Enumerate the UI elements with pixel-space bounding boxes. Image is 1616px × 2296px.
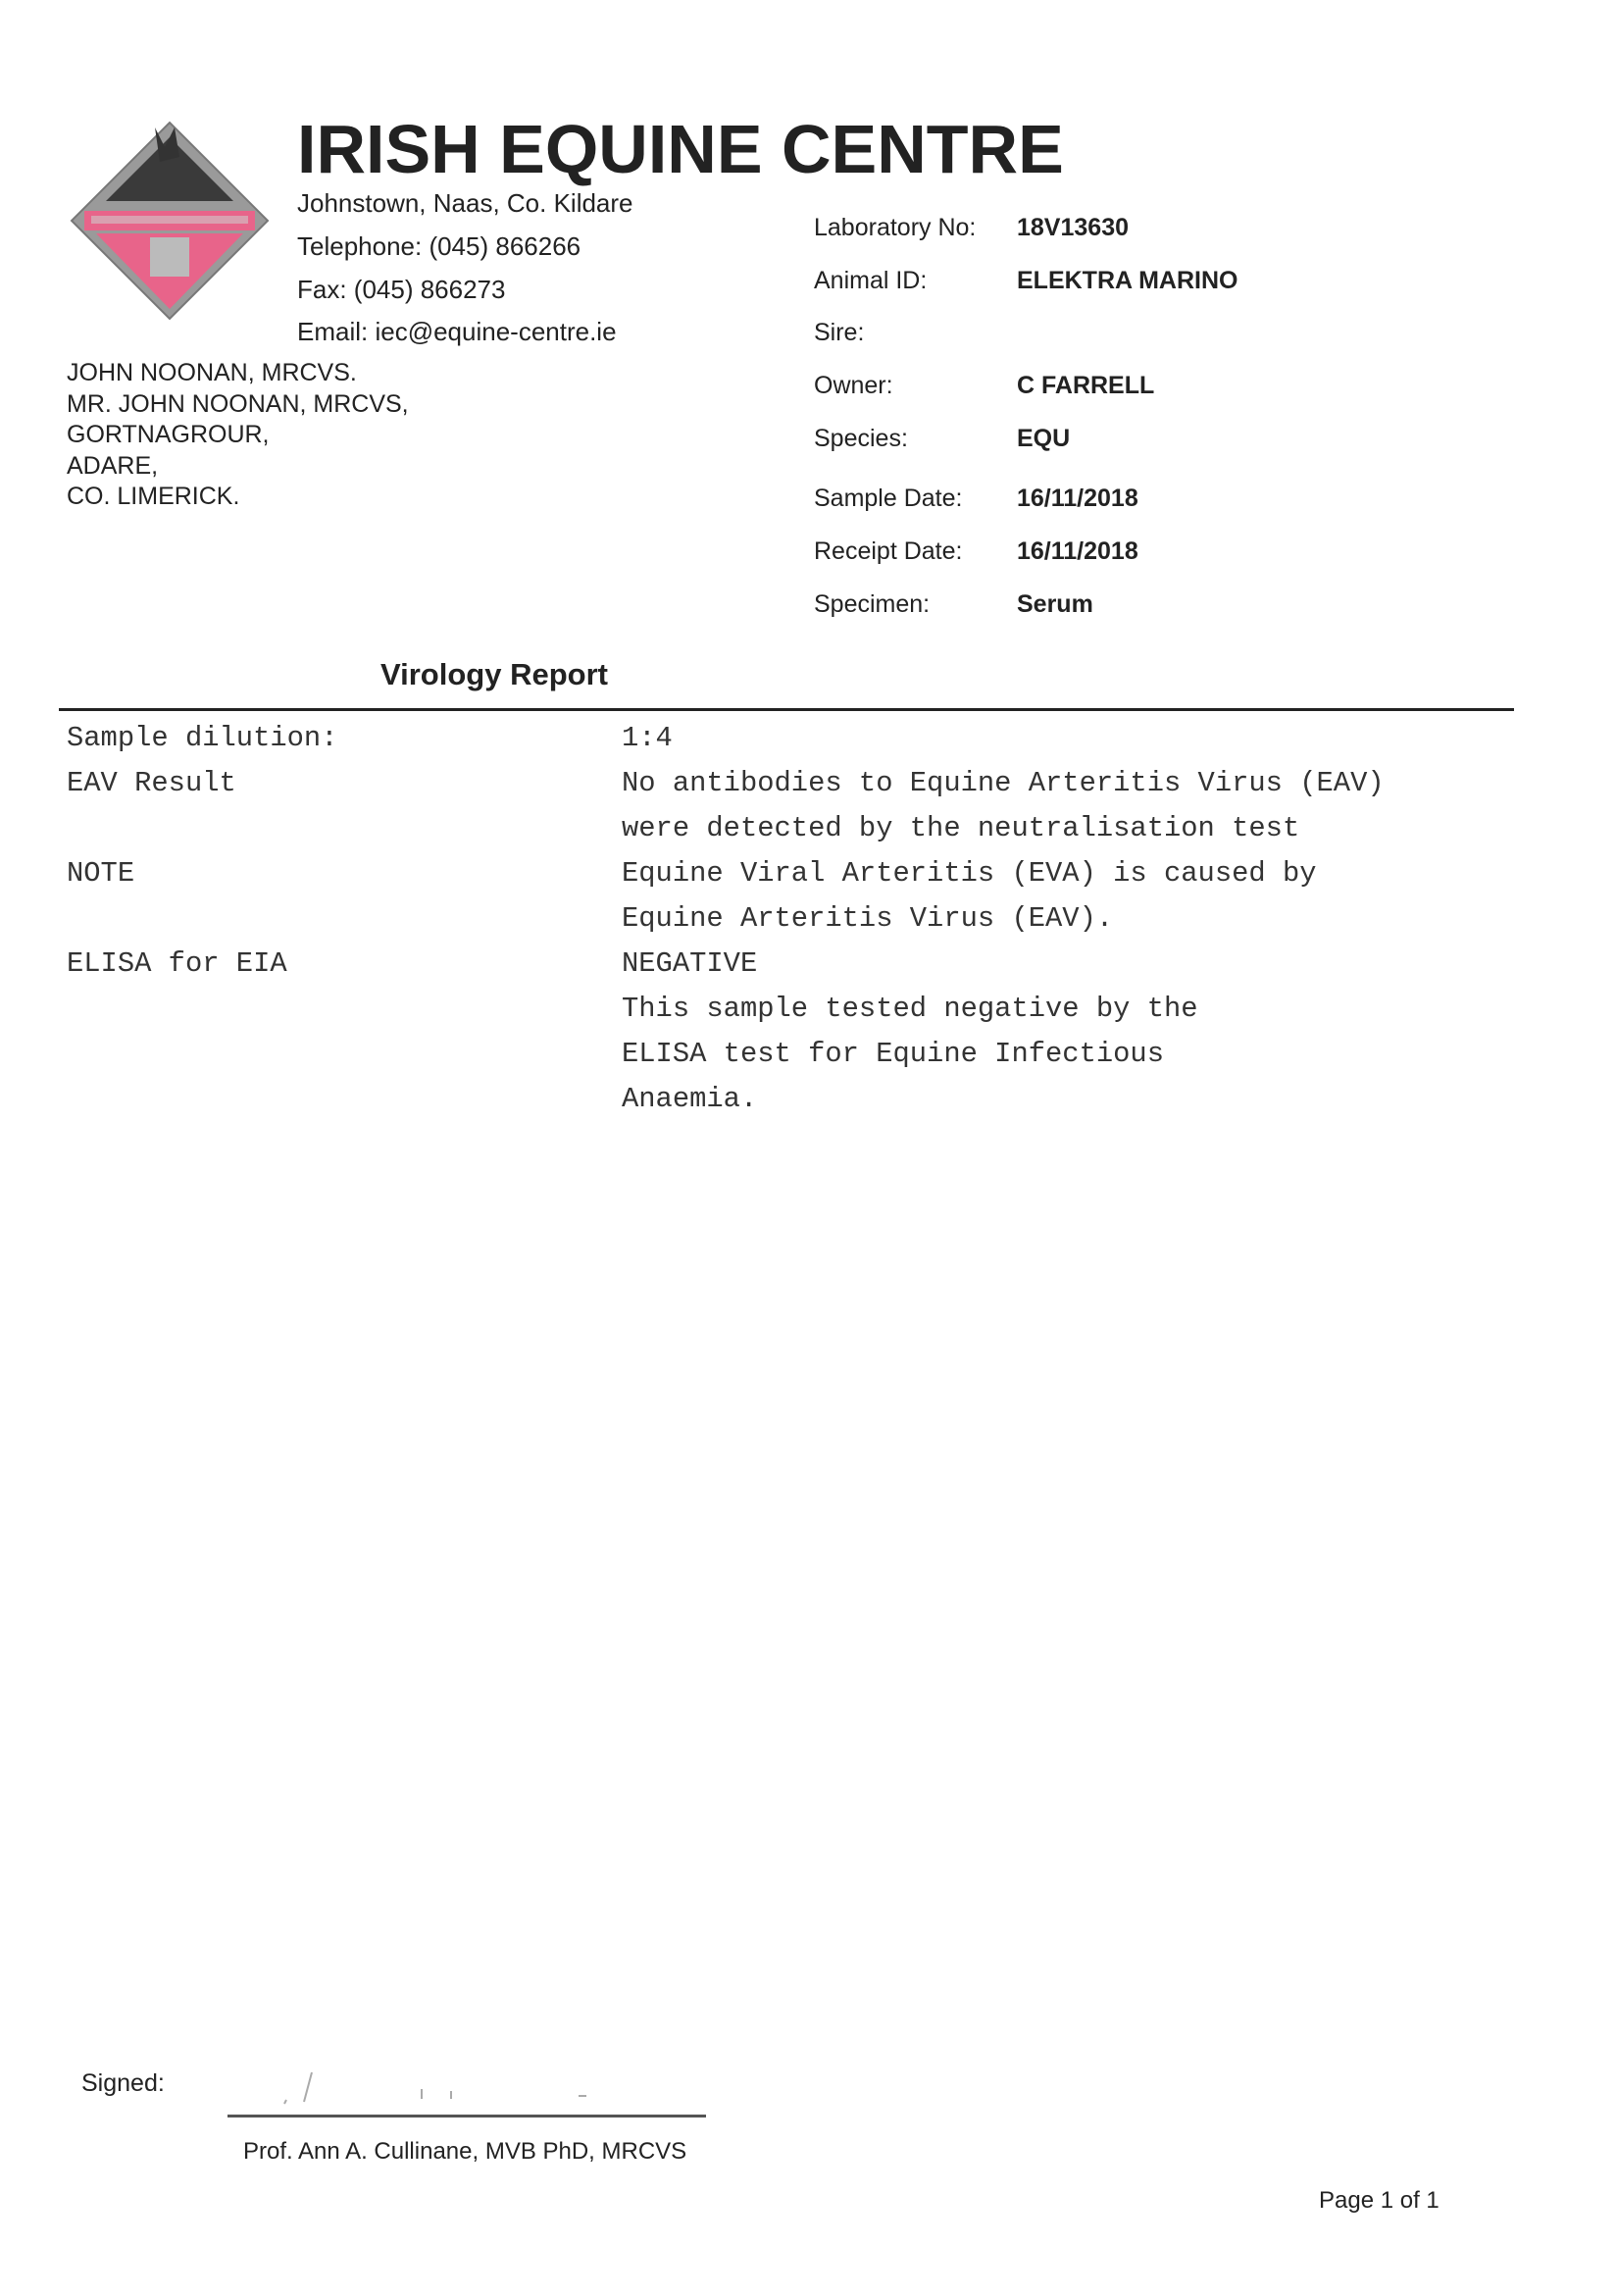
owner-value: C FARRELL	[1017, 372, 1155, 399]
sample-date-label: Sample Date:	[814, 485, 963, 512]
signature	[275, 2065, 608, 2109]
receipt-date-value: 16/11/2018	[1017, 537, 1138, 565]
sire-label: Sire:	[814, 319, 865, 346]
animal-id-label: Animal ID:	[814, 267, 928, 294]
receipt-date-label: Receipt Date:	[814, 537, 963, 565]
recipient-line: MR. JOHN NOONAN, MRCVS,	[67, 389, 409, 418]
recipient-address	[67, 358, 409, 513]
row-value: Anaemia.	[622, 1083, 758, 1115]
row-value: 1:4	[622, 722, 673, 754]
row-label: Sample dilution:	[67, 722, 338, 754]
recipient-line: JOHN NOONAN, MRCVS.	[67, 359, 357, 386]
recipient-line: ADARE,	[67, 451, 159, 480]
telephone: Telephone: (045) 866266	[297, 231, 581, 261]
address: Johnstown, Naas, Co. Kildare	[297, 188, 633, 218]
animal-id-value: ELEKTRA MARINO	[1017, 267, 1238, 294]
fax: Fax: (045) 866273	[297, 275, 506, 304]
row-value: NEGATIVE	[622, 947, 758, 980]
row-value: ELISA test for Equine Infectious	[622, 1038, 1164, 1070]
row-label: ELISA for EIA	[67, 947, 287, 980]
specimen-value: Serum	[1017, 590, 1093, 618]
organization-title: IRISH EQUINE CENTRE	[297, 111, 1064, 187]
logo	[67, 118, 273, 324]
row-label: EAV Result	[67, 767, 236, 799]
owner-label: Owner:	[814, 372, 893, 399]
page-number: Page 1 of 1	[1319, 2187, 1439, 2214]
recipient-line: GORTNAGROUR,	[67, 421, 270, 448]
horse-logo-icon	[67, 118, 273, 324]
specimen-label: Specimen:	[814, 590, 931, 618]
row-value: Equine Viral Arteritis (EVA) is caused by	[622, 857, 1317, 890]
divider	[59, 708, 1514, 711]
row-value: No antibodies to Equine Arteritis Virus (EAV)	[622, 767, 1385, 799]
row-value: This sample tested negative by the	[622, 993, 1198, 1025]
signatory-name: Prof. Ann A. Cullinane, MVB PhD, MRCVS	[243, 2138, 687, 2165]
signed-label: Signed:	[81, 2069, 165, 2097]
row-label: NOTE	[67, 857, 135, 890]
report-title: Virology Report	[380, 657, 608, 691]
row-value: were detected by the neutralisation test	[622, 812, 1300, 844]
species-value: EQU	[1017, 425, 1071, 452]
signature-line	[227, 2115, 706, 2117]
lab-no-label: Laboratory No:	[814, 214, 977, 241]
lab-no-value: 18V13630	[1017, 214, 1130, 241]
recipient-line: CO. LIMERICK.	[67, 483, 240, 510]
row-value: Equine Arteritis Virus (EAV).	[622, 902, 1114, 935]
email: Email: iec@equine-centre.ie	[297, 317, 617, 346]
sample-date-value: 16/11/2018	[1017, 485, 1138, 512]
species-label: Species:	[814, 425, 908, 452]
